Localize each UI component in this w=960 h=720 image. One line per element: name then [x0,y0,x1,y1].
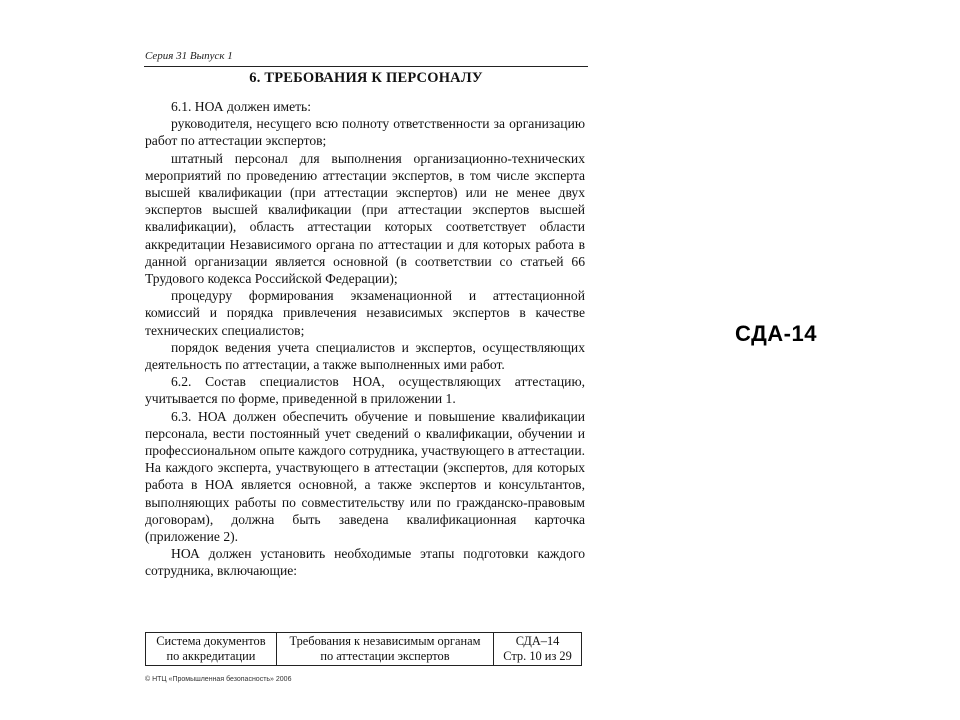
series-header: Серия 31 Выпуск 1 [145,50,233,62]
footer-table [145,632,582,666]
footer-page-number: Стр. 10 из 29 [503,649,572,663]
footer-code-cell [494,633,582,666]
document-page [142,44,590,704]
footer-system-line1: Система документов [156,634,266,648]
paragraph-6-3: 6.3. НОА должен обеспечить обучение и повышение квалификации персонала, вести постоянный учет сведений о квалификации, обучении и профессиональном опыте каждого сотрудника, участвующего в аттестации. На каждого эксперта, участвующего в аттестации (экспертов, для которых работа в НОА является основной, а также экспертов и консультантов, выполняющих работы по совместительству или по гражданско-правовым договорам), должна быть заведена квалификационная карточка (приложение 2). [145,408,585,545]
copyright-note: © НТЦ «Промышленная безопасность» 2006 [145,676,292,683]
header-rule [144,66,588,67]
body-text [145,98,585,580]
paragraph-manager: руководителя, несущего всю полноту ответственности за организацию работ по аттестации экспертов; [145,116,585,149]
footer-system-cell [146,633,277,666]
document-code-label: СДА-14 [735,321,817,346]
paragraph-6-2: 6.2. Состав специалистов НОА, осуществляющих аттестацию, учитывается по форме, приведенной в приложении 1. [145,374,585,407]
paragraph-stages: НОА должен установить необходимые этапы подготовки каждого сотрудника, включающие: [145,546,585,579]
footer-code: СДА–14 [515,634,560,648]
footer-req-line2: по аттестации экспертов [320,649,450,663]
footer-system-line2: по аккредитации [166,649,256,663]
paragraph-6-1: 6.1. НОА должен иметь: [171,99,312,114]
footer-req-line1: Требования к независимым органам [289,634,481,648]
paragraph-commission: процедуру формирования экзаменационной и аттестационной комиссий и порядка привлечения независимых экспертов в качестве технических специалистов; [145,288,585,338]
paragraph-staff: штатный персонал для выполнения организационно-технических мероприятий по проведению аттестации экспертов, в том числе эксперта высшей квалификации (при аттестации экспертов) или не менее двух экспертов высшей квалификации (при аттестации экспертов высшей квалификации), область аттестации которых соответствует области аккредитации Независимого органа по аттестации и для которых работа в данной организации является основной (в соответствии со статьей 66 Трудового кодекса Российской Федерации); [145,150,585,287]
paragraph-records: порядок ведения учета специалистов и экспертов, осуществляющих деятельность по аттестации, а также выполненных ими работ. [145,339,585,373]
footer-requirements-cell [276,633,493,666]
section-title: 6. ТРЕБОВАНИЯ К ПЕРСОНАЛУ [249,70,483,86]
